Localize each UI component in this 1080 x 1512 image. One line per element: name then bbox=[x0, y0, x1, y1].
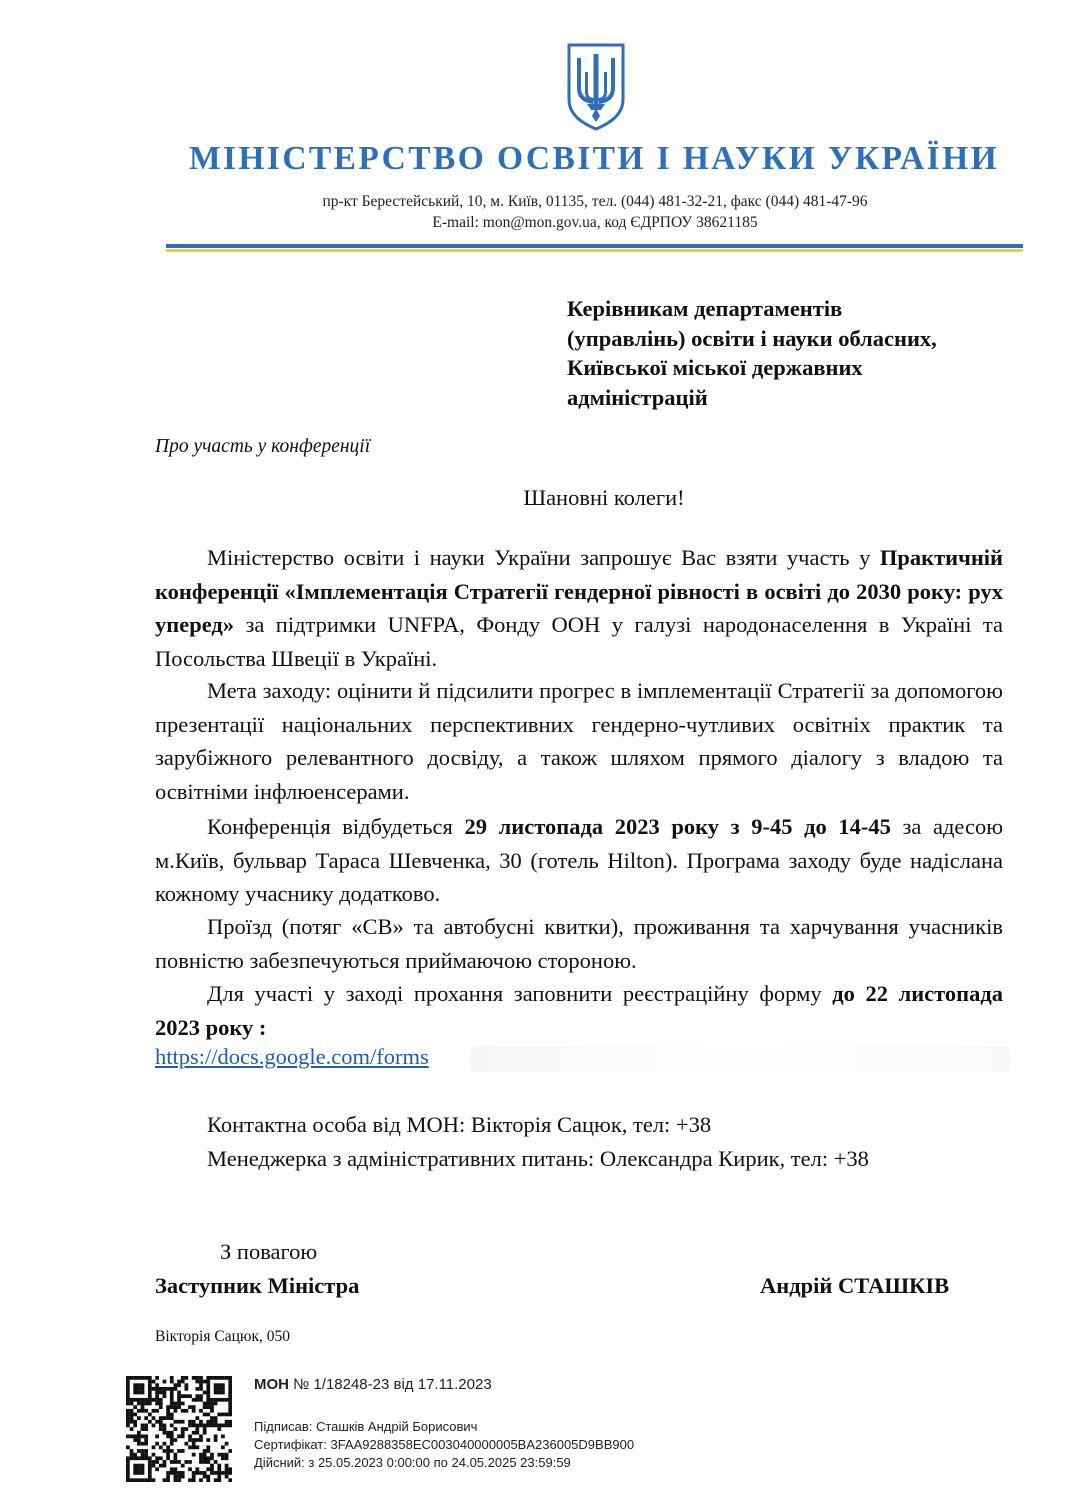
purpose-text: Мета заходу: оцінити й підсилити прогрес в імплементації Стратегії за допомогою презентації національних перспективних гендерно-чутливих освітніх практик та зарубіжного релевантного досвіду, а також шляхом прямого діалогу з владою та освітніми інфлюенсерами. bbox=[155, 678, 1003, 804]
paragraph-purpose bbox=[155, 674, 1003, 808]
ministry-contacts: E-mail: mon@mon.gov.ua, код ЄДРПОУ 38621185 bbox=[432, 214, 758, 231]
registry-number: № 1/18248-23 від 17.11.2023 bbox=[293, 1376, 492, 1393]
paragraph-registration bbox=[155, 977, 1003, 1044]
event-support: за підтримки UNFPA, Фонду ООН у галузі народонаселення в Україні та Посольства Швеції в Україні. bbox=[155, 612, 1004, 671]
certificate-id: Сертифікат: 3FAA9288358EC003040000005BA236005D9BB900 bbox=[254, 1437, 635, 1452]
closing-regards: З повагою bbox=[220, 1239, 318, 1264]
recipient-line: Керівникам департаментів bbox=[567, 296, 843, 321]
letterhead-rule-yellow bbox=[166, 249, 1023, 252]
event-datetime: 29 листопада 2023 року з 9-45 до 14-45 bbox=[464, 814, 891, 839]
executor-note: Вікторія Сацюк, 050 bbox=[155, 1328, 290, 1345]
ministry-title: МІНІСТЕРСТВО ОСВІТИ І НАУКИ УКРАЇНИ bbox=[188, 140, 1000, 177]
invitation-intro: Міністерство освіти і науки України запрошує Вас взяти участь у bbox=[207, 545, 871, 570]
paragraph-invitation bbox=[155, 541, 1003, 675]
recipient-line: адміністрацій bbox=[567, 384, 708, 410]
signed-by: Підписав: Сташків Андрій Борисович bbox=[254, 1419, 478, 1434]
paragraph-venue bbox=[155, 810, 1003, 911]
signer-name: Андрій СТАШКІВ bbox=[760, 1273, 950, 1298]
recipient-block bbox=[567, 294, 1007, 412]
registration-intro: Для участі у заході прохання заповнити реєстраційну форму bbox=[207, 981, 822, 1006]
event-name: Практичній конференції «Імплементація Стратегії гендерної рівності в освіті до 2030 року: рух уперед» bbox=[155, 545, 1004, 637]
letter-subject: Про участь у конференції bbox=[155, 436, 371, 457]
contact-manager: Менеджерка з адміністративних питань: Олександра Кирик, тел: +38 bbox=[207, 1146, 869, 1171]
greeting: Шановні колеги! bbox=[523, 485, 685, 510]
registration-form-link[interactable]: https://docs.google.com/forms bbox=[155, 1044, 429, 1069]
travel-text: Проїзд (потяг «СВ» та автобусні квитки), проживання та харчування учасників повністю забезпечуються приймаючою стороною. bbox=[155, 914, 1003, 973]
registration-number bbox=[254, 1376, 492, 1393]
recipient-line: (управлінь) освіти і науки обласних, bbox=[567, 325, 937, 351]
redacted-link-remainder bbox=[470, 1046, 1010, 1072]
venue-details: за адесою м.Київ, бульвар Тараса Шевченка, 30 (готель Hilton). Програма заходу буде надіслана кожному учаснику додатково. bbox=[155, 814, 1004, 906]
paragraph-travel bbox=[155, 910, 1003, 977]
venue-intro: Конференція відбудеться bbox=[207, 814, 453, 839]
qr-code-icon bbox=[126, 1376, 232, 1482]
registry-prefix: МОН bbox=[254, 1376, 289, 1393]
trident-coat-of-arms-icon bbox=[565, 42, 627, 132]
recipient-line: Київської міської державних bbox=[567, 355, 863, 380]
letterhead-rule-blue bbox=[166, 244, 1023, 248]
signer-position: Заступник Міністра bbox=[155, 1273, 360, 1298]
ministry-address: пр-кт Берестейський, 10, м. Київ, 01135, тел. (044) 481-32-21, факс (044) 481-47-96 bbox=[322, 193, 868, 210]
contact-person: Контактна особа від МОН: Вікторія Сацюк, тел: +38 bbox=[207, 1112, 712, 1137]
certificate-validity: Дійсний: з 25.05.2023 0:00:00 по 24.05.2025 23:59:59 bbox=[254, 1455, 571, 1470]
registration-deadline: до 22 листопада 2023 року : bbox=[155, 981, 1003, 1040]
